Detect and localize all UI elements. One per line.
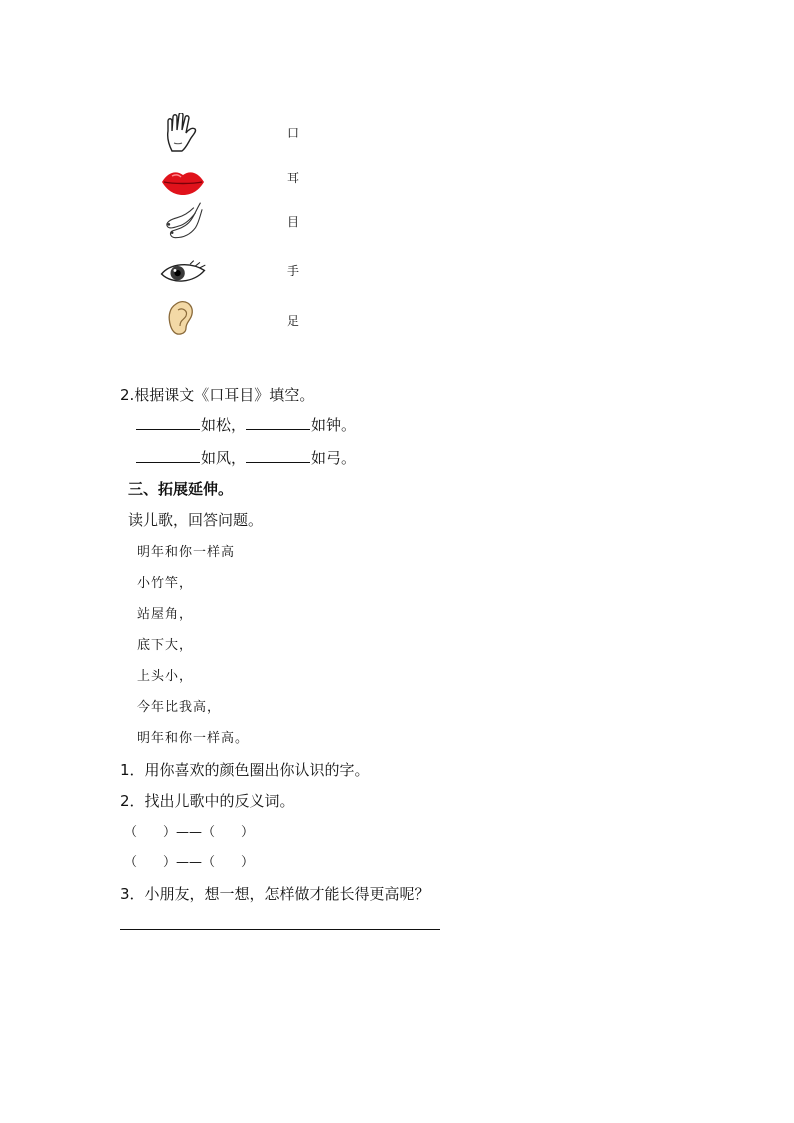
q2-line2-a: 如风， xyxy=(201,449,247,467)
match-word-5: 足 xyxy=(287,314,300,328)
poem-line-3: 站屋角， xyxy=(137,607,194,622)
poem-line-6: 今年比我高， xyxy=(137,700,222,715)
q2-title: 2.根据课文《口耳目》填空。 xyxy=(120,386,315,404)
answer-line[interactable] xyxy=(120,929,440,930)
blank-2[interactable] xyxy=(246,415,310,430)
match-word-3: 目 xyxy=(287,215,300,229)
eye-icon xyxy=(158,254,208,294)
foot-icon xyxy=(158,201,208,241)
poem-line-2: 小竹竿， xyxy=(137,576,194,591)
match-word-4: 手 xyxy=(287,264,300,278)
question-3: 3．小朋友，想一想，怎样做才能长得更高呢？ xyxy=(120,885,430,903)
question-2: 2．找出儿歌中的反义词。 xyxy=(120,792,295,810)
q2-line-1 xyxy=(136,414,356,435)
question-1: 1．用你喜欢的颜色圈出你认识的字。 xyxy=(120,761,370,779)
q2-line1-a: 如松， xyxy=(201,416,247,434)
section3-instruction: 读儿歌，回答问题。 xyxy=(128,511,264,529)
antonym-pair-1[interactable]: （ ）——（ ） xyxy=(124,825,255,840)
antonym-pair-2[interactable]: （ ）——（ ） xyxy=(124,855,255,870)
q2-line-2 xyxy=(136,447,356,468)
hand-icon xyxy=(158,113,208,153)
match-word-2: 耳 xyxy=(287,171,300,185)
section3-title: 三、拓展延伸。 xyxy=(128,480,234,498)
blank-3[interactable] xyxy=(136,448,200,463)
match-word-1: 口 xyxy=(287,126,300,140)
poem-line-5: 上头小， xyxy=(137,669,194,684)
poem-line-4: 底下大， xyxy=(137,638,194,653)
blank-1[interactable] xyxy=(136,415,200,430)
poem-line-1: 明年和你一样高 xyxy=(137,545,236,560)
q2-line1-b: 如钟。 xyxy=(311,416,357,434)
poem-line-7: 明年和你一样高。 xyxy=(137,731,250,746)
lips-icon xyxy=(158,162,208,202)
q2-line2-b: 如弓。 xyxy=(311,449,357,467)
ear-icon xyxy=(158,298,208,338)
blank-4[interactable] xyxy=(246,448,310,463)
